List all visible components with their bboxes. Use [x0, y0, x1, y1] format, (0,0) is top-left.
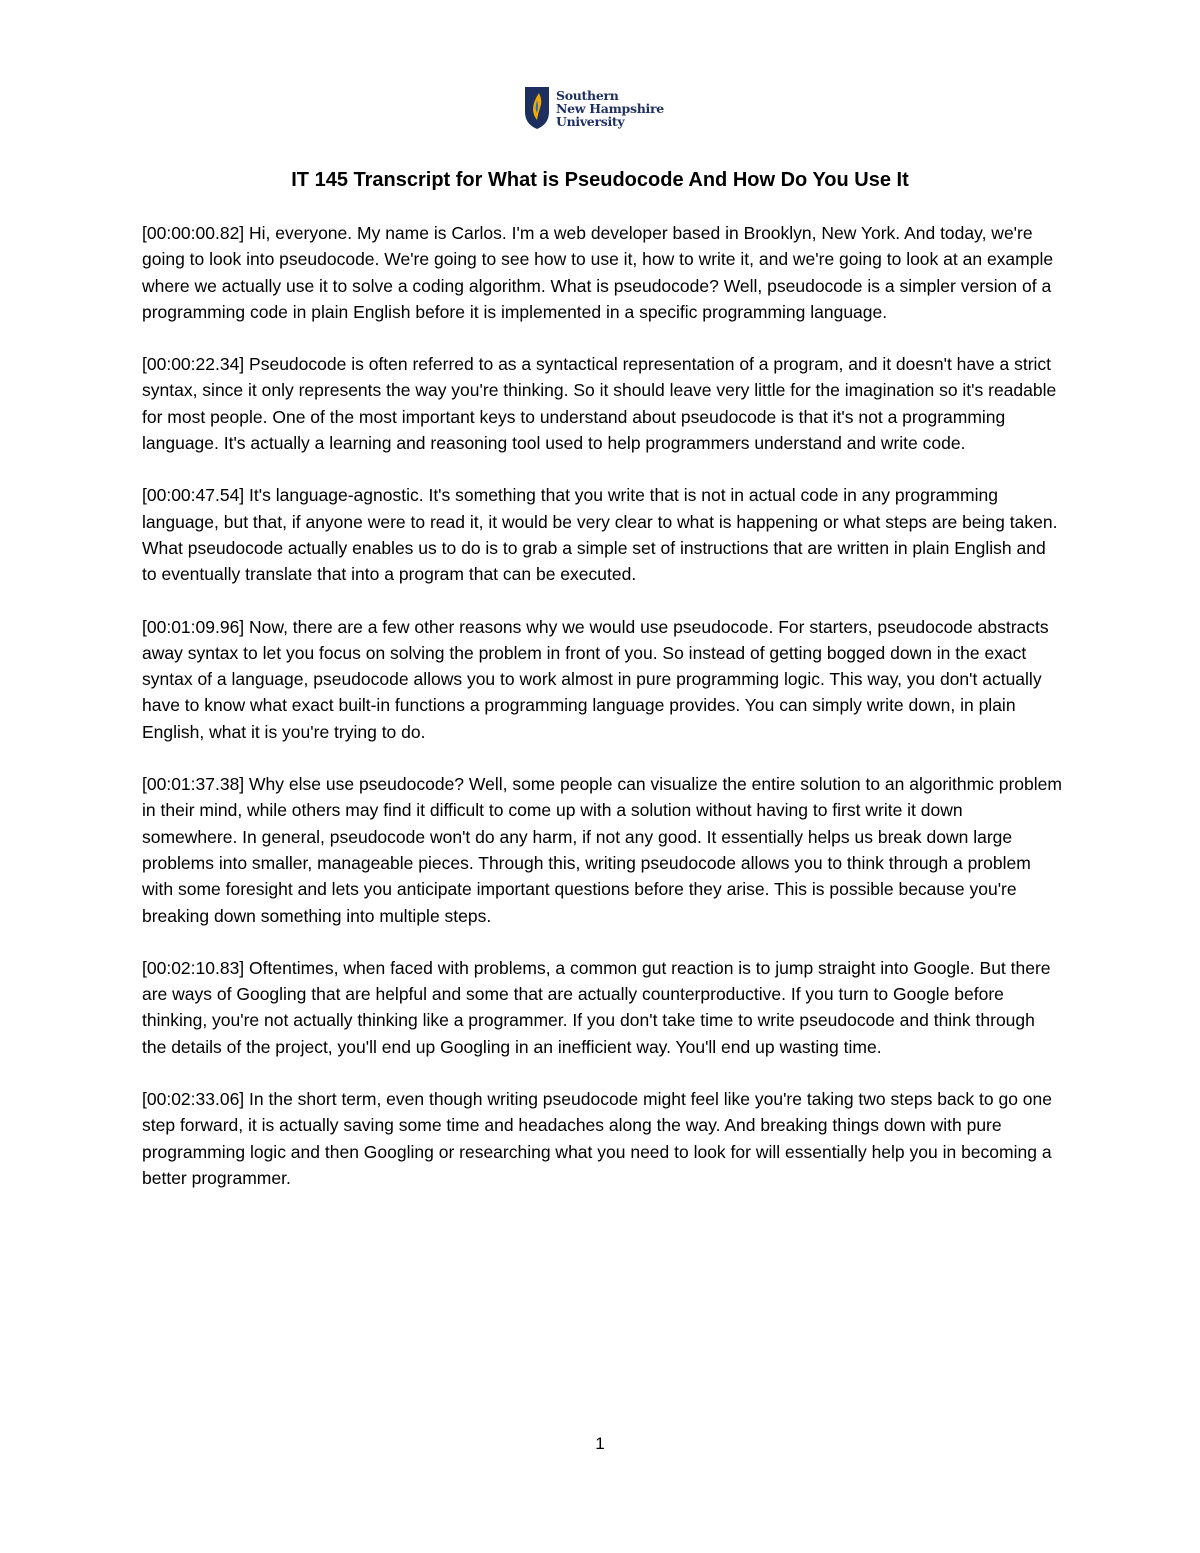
transcript-body	[142, 220, 1062, 1217]
logo-line-3: University	[556, 113, 625, 129]
shield-flame-icon	[524, 86, 550, 130]
transcript-paragraph	[142, 614, 1062, 745]
paragraph-text: Oftentimes, when faced with problems, a common gut reaction is to jump straight into Google. But there are ways of Googling that are helpful and some that are actually counterproductive. If you turn to Google before thinking, you're not actually thinking like a programmer. If you don't take time to write pseudocode and think through the details of the project, you'll end up Googling in an inefficient way. You'll end up wasting time.	[142, 957, 1051, 1057]
timestamp: [00:00:22.34]	[142, 354, 245, 375]
logo-line-1: Southern	[556, 87, 619, 103]
transcript-paragraph	[142, 771, 1062, 929]
university-logo	[524, 86, 664, 130]
transcript-paragraph	[142, 1086, 1062, 1191]
paragraph-text: Why else use pseudocode? Well, some people can visualize the entire solution to an algorithmic problem in their mind, while others may find it difficult to come up with a solution without having to first write it down somewhere. In general, pseudocode won't do any harm, if not any good. It essentially helps us break down large problems into smaller, manageable pieces. Through this, writing pseudocode allows you to think through a problem with some foresight and lets you anticipate important questions before they arise. This is possible because you're breaking down something into multiple steps.	[142, 774, 1062, 926]
timestamp: [00:01:37.38]	[142, 774, 245, 795]
transcript-paragraph	[142, 351, 1062, 456]
paragraph-text: In the short term, even though writing pseudocode might feel like you're taking two steps back to go one step forward, it is actually saving some time and headaches along the way. And breaking things down with pure programming logic and then Googling or researching what you need to look for will essentially help you in becoming a better programmer.	[142, 1089, 1053, 1188]
paragraph-text: Pseudocode is often referred to as a syntactical representation of a program, and it doesn't have a strict syntax, since it only represents the way you're thinking. So it should leave very little for the imagination so it's readable for most people. One of the most important keys to understand about pseudocode is that it's not a programming language. It's actually a learning and reasoning tool used to help programmers understand and write code.	[142, 354, 1057, 454]
page-number: 1	[595, 1434, 605, 1453]
paragraph-text: It's language-agnostic. It's something that you write that is not in actual code in any programming language, but that, if anyone were to read it, it would be very clear to what is happening or what steps are being taken. What pseudocode actually enables us to do is to grab a simple set of instructions that are written in plain English and to eventually translate that into a program that can be executed.	[142, 485, 1058, 585]
logo-wordmark	[556, 89, 664, 128]
document-title: IT 145 Transcript for What is Pseudocode And How Do You Use It	[291, 169, 909, 191]
timestamp: [00:00:47.54]	[142, 485, 245, 506]
transcript-paragraph	[142, 482, 1062, 587]
timestamp: [00:02:10.83]	[142, 957, 245, 978]
paragraph-text: Hi, everyone. My name is Carlos. I'm a web developer based in Brooklyn, New York. And today, we're going to look into pseudocode. We're going to see how to use it, how to write it, and we're going to look at an example where we actually use it to solve a coding algorithm. What is pseudocode? Well, pseudocode is a simpler version of a programming code in plain English before it is implemented in a specific programming language.	[142, 223, 1054, 322]
paragraph-text: Now, there are a few other reasons why we would use pseudocode. For starters, pseudocode abstracts away syntax to let you focus on solving the problem in front of you. So instead of getting bogged down in the exact syntax of a language, pseudocode allows you to work almost in pure programming logic. This way, you don't actually have to know what exact built-in functions a programming language provides. You can simply write down, in plain English, what it is you're trying to do.	[142, 616, 1049, 742]
logo-line-2: New Hampshire	[556, 100, 664, 116]
timestamp: [00:00:00.82]	[142, 223, 245, 243]
transcript-paragraph	[142, 955, 1062, 1060]
timestamp: [00:01:09.96]	[142, 616, 245, 637]
timestamp: [00:02:33.06]	[142, 1089, 245, 1110]
transcript-paragraph	[142, 220, 1062, 325]
